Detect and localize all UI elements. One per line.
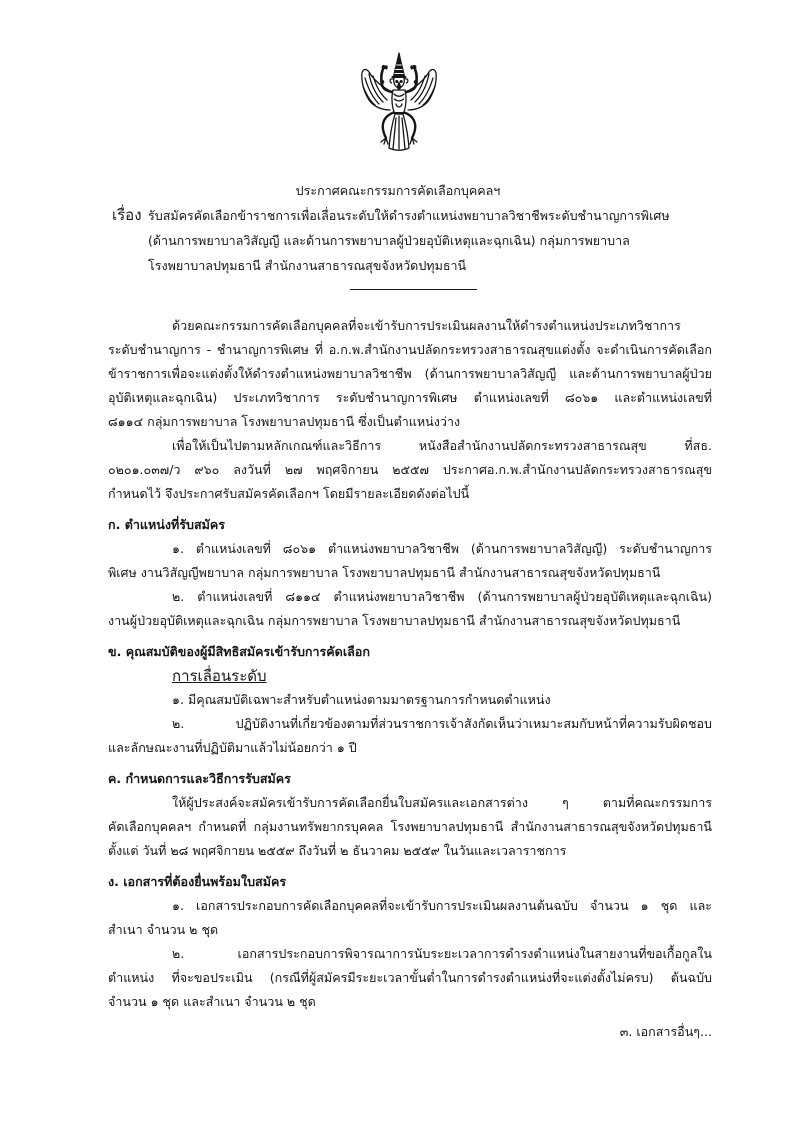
section-line: และลักษณะงานที่ปฏิบัติมาแล้วไม่น้อยกว่า ๑ ปี <box>108 740 357 755</box>
section-line: ๒. ตำแหน่งเลขที่ ๘๑๑๔ ตำแหน่งพยาบาลวิชาชีพ (ด้านการพยาบาลผู้ป่วยอุบัติเหตุและฉุกเฉิน) <box>172 589 712 604</box>
section-line: ๒. ปฏิบัติงานที่เกี่ยวข้องตามที่ส่วนราชการเจ้าสังกัดเห็นว่าเหมาะสมกับหน้าที่ความรับผิดชอบ <box>172 716 712 731</box>
section-line: พิเศษ งานวิสัญญีพยาบาล กลุ่มการพยาบาล โรงพยาบาลปทุมธานี สำนักงานสาธารณสุขจังหวัดปทุมธานี <box>108 565 661 580</box>
section-subheading-text: การเลื่อนระดับ <box>172 667 267 685</box>
section-line: ตั้งแต่ วันที่ ๒๘ พฤศจิกายน ๒๕๕๙ ถึงวันที่ ๒ ธันวาคม ๒๕๕๙ ในวันและเวลาราชการ <box>108 843 567 858</box>
section-subheading <box>172 664 712 688</box>
section-line: คัดเลือกบุคคลฯ กำหนดที่ กลุ่มงานทรัพยากรบุคคล โรงพยาบาลปทุมธานี สำนักงานสาธารณสุขจังหวัดปทุมธานี <box>108 819 712 834</box>
section-heading: ก. ตำแหน่งที่รับสมัคร <box>108 517 226 532</box>
subject-line: โรงพยาบาลปทุมธานี สำนักงานสาธารณสุขจังหวัดปทุมธานี <box>148 258 467 273</box>
paragraph-line: อุบัติเหตุและฉุกเฉิน) ประเภทวิชาการ ระดับชำนาญการพิเศษ ตำแหน่งเลขที่ ๘๐๖๑ และตำแหน่งเลขที่ <box>108 390 712 405</box>
paragraph-line: ระดับชำนาญการ - ชำนาญการพิเศษ ที่ อ.ก.พ.สำนักงานปลัดกระทรวงสาธารณสุขแต่งตั้ง จะดำเนินการคัดเลือก <box>108 342 712 357</box>
paragraph-line: กำหนดไว้ จึงประกาศรับสมัครคัดเลือกฯ โดยมีรายละเอียดดังต่อไปนี้ <box>108 486 470 501</box>
garuda-emblem-icon <box>357 52 441 152</box>
section-line: งานผู้ป่วยอุบัติเหตุและฉุกเฉิน กลุ่มการพยาบาล โรงพยาบาลปทุมธานี สำนักงานสาธารณสุขจังหวัดปทุมธานี <box>108 613 681 628</box>
announcement-title: ประกาศคณะกรรมการคัดเลือกบุคคลฯ <box>295 183 501 198</box>
section-documents <box>108 870 712 1014</box>
section-positions <box>108 513 712 633</box>
subject-label: เรื่อง <box>112 206 142 224</box>
garuda-emblem <box>357 52 441 152</box>
section-line: ๒. เอกสารประกอบการพิจารณาการนับระยะเวลาการดำรงตำแหน่งในสายงานที่ขอเกื้อกูลใน <box>172 946 712 961</box>
section-line: ให้ผู้ประสงค์จะสมัครเข้ารับการคัดเลือกยื่นใบสมัครและเอกสารต่าง ๆ ตามที่คณะกรรมการ <box>172 795 712 810</box>
section-heading: ง. เอกสารที่ต้องยื่นพร้อมใบสมัคร <box>108 874 287 889</box>
section-line: ตำแหน่ง ที่จะขอประเมิน (กรณีที่ผู้สมัครมีระยะเวลาขั้นต่ำในการดำรงตำแหน่งที่จะแต่งตั้งไม่ครบ) ต้นฉบับ <box>108 970 712 985</box>
subject-block <box>108 203 712 278</box>
paragraph-line: ด้วยคณะกรรมการคัดเลือกบุคคลที่จะเข้ารับการประเมินผลงานให้ดำรงตำแหน่งประเภทวิชาการ <box>172 318 681 333</box>
section-line: จำนวน ๑ ชุด และสำเนา จำนวน ๒ ชุด <box>108 994 316 1009</box>
intro-paragraph-2 <box>108 434 712 506</box>
continuation-marker: ๓. เอกสารอื่นๆ... <box>619 1024 712 1039</box>
title-divider <box>350 289 477 290</box>
section-line: ๑. ตำแหน่งเลขที่ ๘๐๖๑ ตำแหน่งพยาบาลวิชาชีพ (ด้านการพยาบาลวิสัญญี) ระดับชำนาญการ <box>172 541 712 556</box>
section-qualifications <box>108 640 712 760</box>
section-heading: ข. คุณสมบัติของผู้มีสิทธิสมัครเข้ารับการคัดเลือก <box>108 644 370 659</box>
announcement-body <box>108 314 712 1044</box>
section-heading: ค. กำหนดการและวิธีการรับสมัคร <box>108 771 291 786</box>
subject-line: รับสมัครคัดเลือกข้าราชการเพื่อเลื่อนระดับให้ดำรงตำแหน่งพยาบาลวิชาชีพระดับชำนาญการพิเศษ <box>148 208 670 223</box>
subject-line: (ด้านการพยาบาลวิสัญญี และด้านการพยาบาลผู้ป่วยอุบัติเหตุและฉุกเฉิน) กลุ่มการพยาบาล <box>148 233 630 248</box>
paragraph-line: ๐๒๐๑.๐๓๗/ว ๙๖๐ ลงวันที่ ๒๗ พฤศจิกายน ๒๕๕๗ ประกาศอ.ก.พ.สำนักงานปลัดกระทรวงสาธารณสุข <box>108 462 712 477</box>
paragraph-line: เพื่อให้เป็นไปตามหลักเกณฑ์และวิธีการ หนังสือสำนักงานปลัดกระทรวงสาธารณสุข ที่สธ. <box>172 438 712 453</box>
announcement-document <box>108 178 712 1044</box>
section-line: สำเนา จำนวน ๒ ชุด <box>108 922 219 937</box>
intro-paragraph-1 <box>108 314 712 434</box>
section-line: ๑. มีคุณสมบัติเฉพาะสำหรับตำแหน่งตามมาตรฐานการกำหนดตำแหน่ง <box>172 692 551 707</box>
section-schedule <box>108 767 712 863</box>
paragraph-line: ๘๑๑๔ กลุ่มการพยาบาล โรงพยาบาลปทุมธานี ซึ่งเป็นตำแหน่งว่าง <box>108 414 461 429</box>
paragraph-line: ข้าราชการเพื่อจะแต่งตั้งให้ดำรงตำแหน่งพยาบาลวิชาชีพ (ด้านการพยาบาลวิสัญญี และด้านการพยาบาลผู้ป่วย <box>108 366 712 381</box>
section-line: ๑. เอกสารประกอบการคัดเลือกบุคคลที่จะเข้ารับการประเมินผลงานต้นฉบับ จำนวน ๑ ชุด และ <box>172 898 712 913</box>
